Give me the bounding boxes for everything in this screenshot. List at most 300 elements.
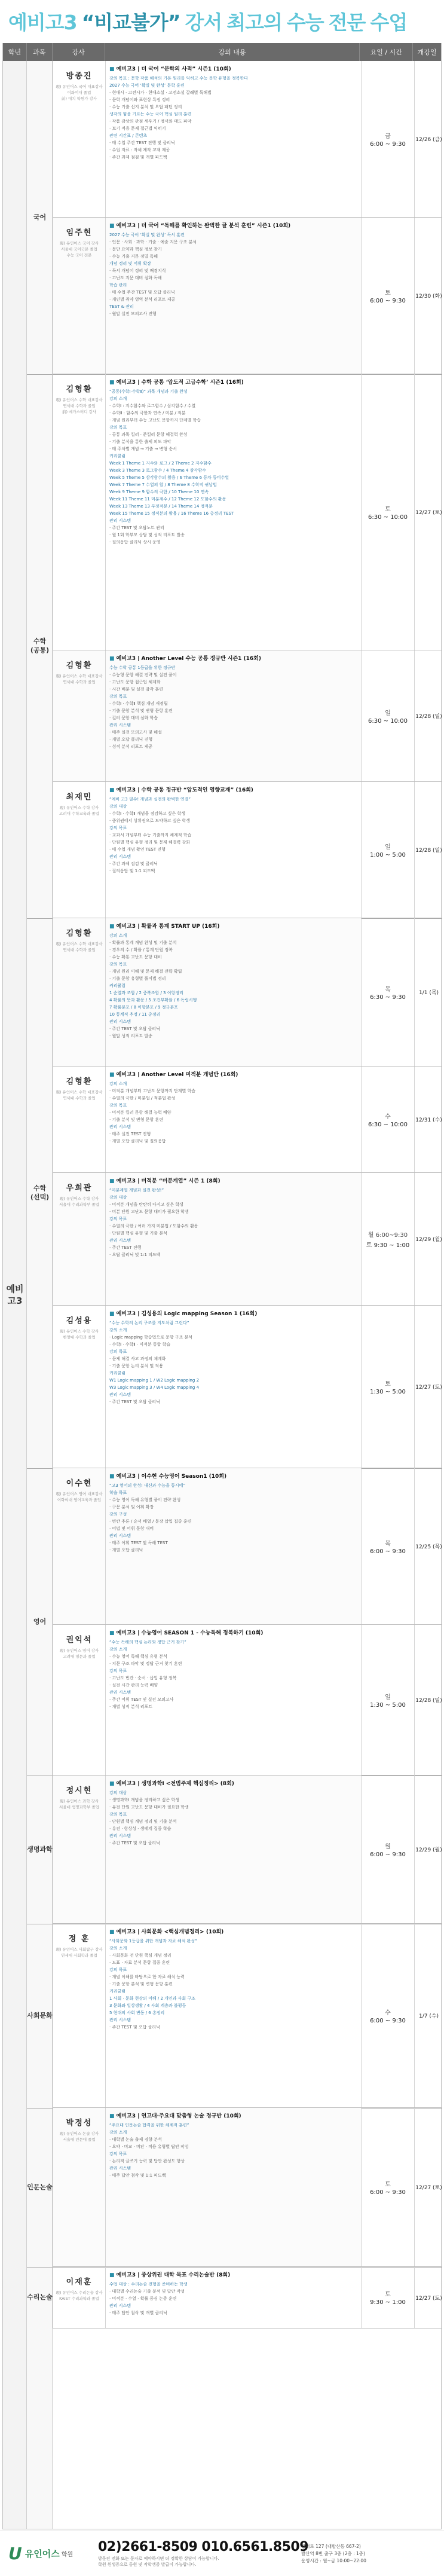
course-detail-line: · 매주 실전 TEST 진행 <box>109 1132 151 1136</box>
course-detail-line: · 공통 과목 킬러 · 준킬러 문항 해결력 완성 <box>109 432 188 437</box>
course-detail-line: 강의 목표 <box>109 962 127 967</box>
teacher-profile: 現) 유인어스 국어 대표강사 이화여대 졸업 前) 대치 학원가 강사 <box>56 84 103 101</box>
schedule-cell <box>362 782 415 918</box>
course-detail-line: 강의 목표 <box>109 1669 127 1673</box>
course-detail-line: 강의 소개 <box>109 1647 127 1652</box>
teacher-name: 정 훈 <box>68 1935 90 1944</box>
course-detail-line: 관리 시스템 <box>109 518 131 523</box>
course-detail-line: W1 Logic mapping 1 / W2 Logic mapping 2 <box>109 1378 200 1383</box>
header-word: 예비고3 <box>8 10 77 34</box>
class-day: 토 <box>385 289 391 297</box>
course-detail-line: 생각의 힘을 기르는 수능 국어 핵심 원리 훈련 <box>109 112 192 117</box>
course-detail-line: · 개별 성적 분석 리포트 <box>109 1704 152 1709</box>
course-detail-line: 강의 구성 <box>109 1512 127 1517</box>
teacher-profile: 現) 유인어스 논술 강사 서울대 인문대 졸업 <box>59 2131 99 2142</box>
course-detail-line: · 고난도 빈칸 · 순서 · 삽입 유형 정복 <box>109 1676 177 1680</box>
course-detail-line: Week 15 Theme 15 정적분의 활용 / 16 Theme 16 총정리 TEST <box>109 511 234 516</box>
course-detail-line: · 수능 기출 지문 정밀 독해 <box>109 254 158 259</box>
course-detail-line: 강의 목표 <box>109 826 127 830</box>
course-detail-line: 관리 시스템 <box>109 1690 131 1695</box>
schedule-cell <box>362 1625 415 1775</box>
course-detail-line: · 매주 어휘 TEST 및 독해 TEST <box>109 1541 168 1545</box>
course-detail-line: 관리 시스템 <box>109 854 131 859</box>
class-time: 6:00 ~ 9:30 <box>370 2189 406 2196</box>
course-detail-line: · 매주 답안 첨삭 및 개별 클리닉 <box>109 2311 167 2315</box>
course-detail-line: · 주간 과제 점검 및 개별 피드백 <box>109 155 167 160</box>
course-detail-line: · 월말 실전 모의고사 진행 <box>109 311 157 316</box>
course-detail-line: · 기출 분석을 통한 출제 의도 파악 <box>109 439 172 444</box>
course-detail-line: 강의 대상 <box>109 1790 127 1795</box>
schedule-cell <box>362 1924 415 2107</box>
course-detail-line: · 매주 실전 모의고사 및 해설 <box>109 730 162 735</box>
header-word: “비교불가” <box>81 10 180 34</box>
class-day: 토 <box>385 1380 391 1388</box>
course-detail-line: 학습 관리 <box>109 283 127 288</box>
opening-date: 12/27 (토) <box>415 2295 442 2302</box>
course-content <box>106 650 362 781</box>
course-detail-line: 2027 수능 국어 ‘확실 및 완성’ 문학 훈련 <box>109 83 185 88</box>
teacher-cell <box>53 61 106 217</box>
schedule-table <box>2 43 442 2529</box>
class-time: 6:00 ~ 9:30 <box>370 140 406 148</box>
course-detail-line: 관리 시스템 <box>109 2166 131 2171</box>
teacher-name: 박정성 <box>66 2119 93 2128</box>
course-detail-line: 4 확률의 뜻과 활용 / 5 조건부확률 / 6 독립시행 <box>109 998 197 1003</box>
schedule-cell <box>362 918 415 1066</box>
schedule-cell <box>362 1306 415 1468</box>
teacher-name: 최재민 <box>66 793 93 802</box>
course-detail-line: · 기출 문항 분석 및 변형 문항 훈련 <box>109 708 173 713</box>
opening-date: 12/27 (토) <box>415 2185 442 2191</box>
course-detail-line: · 미분 단원 고난도 문항 대비가 필요한 학생 <box>109 1209 189 1214</box>
schedule-cell <box>362 374 415 650</box>
class-time: 6:00 ~ 9:30 <box>370 1548 406 1555</box>
course-row <box>53 2108 442 2267</box>
teacher-profile: 現) 유인어스 수학 강사 한양대 수학과 졸업 <box>59 1329 99 1340</box>
course-detail-line: · 사회문화 전 단원 핵심 개념 정리 <box>109 1953 172 1958</box>
opening-date: 12/29 (월) <box>415 1847 442 1853</box>
course-detail-line: · Logic mapping 학습법으로 문항 구조 분석 <box>109 1335 193 1340</box>
course-detail-line: 관리 시스템 <box>109 2303 131 2308</box>
teacher-name: 임주현 <box>66 228 93 237</box>
course-detail-line: · 매 수업 주간 TEST 진행 및 클리닉 <box>109 140 175 145</box>
course-detail-line: · 확률과 통계 개념 완성 및 기출 분석 <box>109 940 177 945</box>
col-teacher-header: 강사 <box>53 43 105 61</box>
teacher-profile: 現) 유인어스 국어 강사 서울대 국어국문 졸업 수능 국어 전문 <box>59 241 99 258</box>
class-day: 일 <box>385 1694 391 1701</box>
header-word: 수능 <box>286 10 324 34</box>
course-detail-line: 강의 목표 <box>109 1103 127 1108</box>
class-time: 6:00 ~ 9:30 <box>370 297 406 304</box>
teacher-name: 김형환 <box>66 661 93 670</box>
opening-date: 12/28 (일) <box>415 714 442 720</box>
course-detail-line: · 대학별 논술 출제 경향 분석 <box>109 2137 162 2142</box>
course-detail-line: W3 Logic mapping 3 / W4 Logic mapping 4 <box>109 1385 200 1390</box>
logo-mark: U <box>8 2544 22 2563</box>
course-detail-line: · 수열의 극한 / 여러 가지 미분법 / 도함수의 활용 <box>109 1224 198 1229</box>
course-detail-line: 학습 목표 <box>109 1490 127 1495</box>
page-header <box>0 0 444 42</box>
header-word: 수업 <box>370 10 408 34</box>
course-detail-line: · 기출 문항 분석 및 변형 문항 훈련 <box>109 1982 173 1987</box>
course-detail-line: · 개별 오답 클리닉 및 질의응답 <box>109 1139 166 1144</box>
course-detail-line: “사회문화 1등급을 위한 개념과 자료 해석 완성” <box>109 1939 197 1944</box>
teacher-cell <box>53 1067 106 1172</box>
course-detail-line: · 현대시 · 고전시가 · 현대소설 · 고전소설 갈래별 독해법 <box>109 90 212 95</box>
course-detail-line: 강의 목표 : 문학 작품 해석의 기본 원리를 익히고 수능 문학 유형을 정복한다 <box>109 76 248 81</box>
course-content <box>106 1306 362 1468</box>
course-detail-line: · 주간 어휘 TEST 및 실전 모의고사 <box>109 1697 174 1702</box>
teacher-name: 이재훈 <box>66 2278 93 2287</box>
opening-date: 12/28 (일) <box>415 1698 442 1704</box>
course-detail-line: · 고난도 지문 대비 심화 독해 <box>109 276 162 280</box>
course-detail-line: 10 통계적 추정 / 11 총정리 <box>109 1012 161 1017</box>
class-time: 6:00 ~ 9:30 <box>370 1851 406 1858</box>
opening-date: 1/7 (수) <box>418 2013 439 2019</box>
course-detail-line: 커리큘럼 <box>109 1989 126 1994</box>
teacher-cell <box>53 1306 106 1468</box>
course-detail-line: 커리큘럼 <box>109 1371 126 1376</box>
course-detail-line: · 개별 오답 클리닉 진행 <box>109 737 152 742</box>
course-detail-line: · 고난도 문항 접근법 체계화 <box>109 680 161 685</box>
col-content-header: 강의 내용 <box>105 43 360 61</box>
course-detail-line: 강의 소개 <box>109 2130 127 2135</box>
contact-block <box>98 2539 309 2568</box>
course-detail-line: · 유전 단원 고난도 문항 대비가 필요한 학생 <box>109 1805 189 1810</box>
class-day: 수 <box>385 1113 391 1120</box>
course-detail-line: · 미적분 개념을 탄탄히 다지고 싶은 학생 <box>109 1202 183 1207</box>
course-detail-line: · 요약 · 비교 · 비판 · 적용 유형별 답안 작성 <box>109 2144 189 2149</box>
course-content <box>106 2108 362 2266</box>
class-time: 6:30 ~ 10:00 <box>368 717 408 725</box>
opening-date: 12/30 (화) <box>415 294 442 300</box>
course-detail-line: · 개념 이해를 바탕으로 한 자료 해석 능력 <box>109 1975 185 1979</box>
course-detail-line: 2027 수능 국어 ‘확실 및 완성’ 독서 훈련 <box>109 233 185 237</box>
course-detail-line: · 주간 TEST 및 오답 클리닉 <box>109 1399 160 1404</box>
course-detail-line: 강의 목표 <box>109 1967 127 1972</box>
academy-logo <box>8 2544 98 2563</box>
visit-notice: 방문전 전화 또는 문자로 예약하시면 더 정확한 상담이 가능합니다. 학원 원생증으로 등원 및 작학생증 발급이 가능합니다. <box>98 2556 219 2567</box>
course-detail-line: · 단원별 핵심 개념 정리 및 기출 분석 <box>109 1819 177 1824</box>
teacher-cell <box>53 782 106 918</box>
teacher-cell <box>53 1776 106 1923</box>
teacher-cell <box>53 2267 106 2328</box>
schedule-cell <box>362 1468 415 1624</box>
course-title: ■ 예비고3 | 확률과 통계 START UP (16회) <box>109 922 357 930</box>
teacher-name: 김형환 <box>66 385 93 394</box>
course-detail-line: · 논리적 글쓰기 능력 및 답안 완성도 향상 <box>109 2159 185 2164</box>
course-detail-line: · 단원별 핵심 유형 및 기출 분석 <box>109 1231 167 1236</box>
course-row <box>53 1306 442 1468</box>
teacher-profile: 現) 유인어스 수학 대표강사 연세대 수학과 졸업 <box>56 674 103 685</box>
course-row <box>53 61 442 218</box>
opening-date: 12/26 (금) <box>415 137 442 143</box>
course-row <box>53 374 442 650</box>
course-detail-line: · 실전 시간 관리 능력 배양 <box>109 1683 158 1688</box>
course-detail-line: · 교과서 개념부터 수능 기출까지 체계적 학습 <box>109 833 192 838</box>
course-detail-line: · 매 수업 개념 확인 TEST 진행 <box>109 847 166 852</box>
class-day: 토 <box>385 2181 391 2188</box>
course-title: ■ 예비고3 | 수학 공통 ‘압도적 고급수학’ 시즌1 (16회) <box>109 378 357 386</box>
course-title: ■ 예비고3 | 더 국어 “문학의 사적” 시즌1 (10회) <box>109 65 357 72</box>
course-detail-line: Week 5 Theme 5 삼각함수의 활용 / 6 Theme 6 등차 등비수열 <box>109 475 229 480</box>
schedule-cell <box>362 1776 415 1923</box>
course-detail-line: · 개별 오답 클리닉 <box>109 1548 143 1553</box>
teacher-profile: 現) 유인어스 과학 강사 서울대 생명과학부 졸업 <box>59 1799 99 1810</box>
course-detail-line: · 수열의 극한 / 미분법 / 적분법 완성 <box>109 1096 176 1101</box>
course-detail-line: 커리큘럼 <box>109 983 126 988</box>
course-detail-line: 1 사회 · 문화 현상의 이해 / 2 개인과 사회 구조 <box>109 1996 195 2001</box>
course-detail-line: 5 현대의 사회 변동 / 6 총정리 <box>109 2010 165 2015</box>
course-detail-line: 관련 시간표 / 콘텐츠 <box>109 133 148 138</box>
course-row <box>53 1625 442 1776</box>
course-detail-line: · 성적 분석 리포트 제공 <box>109 744 152 749</box>
course-detail-line: · 질의응답 클리닉 상시 운영 <box>109 540 161 545</box>
course-detail-line: 강의 대상 <box>109 804 127 809</box>
course-title: ■ 예비고3 | 수학 공통 정규반 “압도적인 영향교재” (16회) <box>109 786 357 793</box>
course-title: ■ 예비고3 | 사회문화 <핵심개념정리> (10회) <box>109 1927 357 1935</box>
teacher-profile: 現) 유인어스 수학 대표강사 연세대 수학과 졸업 <box>56 1090 103 1101</box>
course-title: ■ 예비고3 | Another Level 미적분 개념반 (16회) <box>109 1070 357 1078</box>
course-detail-line: · 문학 개념어와 표현상 특징 정리 <box>109 97 170 102</box>
course-row <box>53 918 442 1067</box>
subject-label: 수학 (선택) <box>30 1184 50 1201</box>
course-detail-line: · 수학Ⅰ · 수학Ⅱ · 미적분 통합 학습 <box>109 1342 171 1347</box>
course-detail-line: · 주간 과제 점검 및 클리닉 <box>109 861 158 866</box>
teacher-profile: 現) 유인어스 영어 강사 고려대 영문과 졸업 <box>59 1648 99 1659</box>
grade-label: 예비 고3 <box>6 1283 24 1306</box>
class-day: 일 <box>385 844 391 851</box>
course-title: ■ 예비고3 | 중상위권 대학 목표 수리논술반 (8회) <box>109 2271 357 2278</box>
course-detail-line: 강의 목표 <box>109 694 127 699</box>
course-content <box>106 918 362 1066</box>
teacher-profile: 現) 유인어스 수학 대표강사 연세대 수학과 졸업 <box>56 942 103 952</box>
course-detail-line: 개념 정리 및 어휘 확장 <box>109 261 151 266</box>
course-detail-line: 강의 대상 <box>109 1195 127 1200</box>
opening-date: 1/1 (목) <box>418 990 439 996</box>
table-header <box>3 43 441 61</box>
address-block: 강서로 127 (내발산동 667-2) 발산역 8번 출구 3층 (2층 : 1층) 운영시간 : 월~금 10:00~22:00 <box>301 2543 366 2563</box>
teacher-profile: 現) 유인어스 수학 강사 고려대 수학교육과 졸업 <box>59 805 99 816</box>
col-opening-header: 개강일 <box>417 48 437 56</box>
course-detail-line: 강의 소개 <box>109 396 127 401</box>
opening-date: 12/25 (목) <box>415 1544 442 1550</box>
course-detail-line: Week 3 Theme 3 로그함수 / 4 Theme 4 삼각함수 <box>109 468 206 473</box>
course-detail-line: Week 1 Theme 1 지수와 로그 / 2 Theme 2 지수함수 <box>109 461 212 466</box>
course-detail-line: · 수학Ⅰ · 수학Ⅱ 개념을 점검하고 싶은 학생 <box>109 811 185 816</box>
class-time: 1:00 ~ 5:00 <box>370 851 406 858</box>
schedule-cell <box>362 2108 415 2266</box>
teacher-cell <box>53 1173 106 1305</box>
class-day: 금 <box>385 133 391 140</box>
subject-label: 사회문화 <box>27 2011 53 2019</box>
course-detail-line: 수능 수학 공통 1등급을 위한 정규반 <box>109 665 176 670</box>
teacher-name: 이수현 <box>66 1479 93 1488</box>
course-content <box>106 2267 362 2328</box>
course-detail-line: · 주간 TEST 진행 <box>109 1245 142 1250</box>
course-content <box>106 1924 362 2107</box>
course-detail-line: · 오답 클리닉 및 1:1 피드백 <box>109 1252 161 1257</box>
course-content <box>106 218 362 374</box>
col-grade-header: 학년 <box>3 43 27 61</box>
course-content <box>106 782 362 918</box>
opening-date: 12/27 (토) <box>415 1385 442 1391</box>
teacher-profile: 現) 유인어스 수리논술 강사 KAIST 수리과학과 졸업 <box>56 2290 103 2301</box>
course-detail-line: “수능 수학의 논리 구조를 지도처럼 그린다” <box>109 1321 189 1325</box>
course-row <box>53 1067 442 1173</box>
subject-label: 수학 (공통) <box>30 637 50 654</box>
course-detail-line: 관리 시스템 <box>109 1124 131 1129</box>
course-detail-line: · 매주 답안 첨삭 및 1:1 피드백 <box>109 2173 166 2178</box>
schedule-cell <box>362 1067 415 1172</box>
course-detail-line: 관리 시스템 <box>109 1019 131 1024</box>
course-content <box>106 61 362 217</box>
class-time: 9:30 ~ 1:00 <box>370 2299 406 2306</box>
course-detail-line: · 보기 적용 문제 접근법 익히기 <box>109 126 166 131</box>
teacher-name: 방종진 <box>66 72 93 81</box>
course-content <box>106 1776 362 1923</box>
class-day: 목 <box>385 986 391 993</box>
schedule-cell <box>362 61 415 217</box>
course-content <box>106 1468 362 1624</box>
course-detail-line: · 생명과학Ⅰ 개념을 정리하고 싶은 학생 <box>109 1798 179 1802</box>
course-row <box>53 1776 442 1924</box>
class-day: 일 <box>385 710 391 717</box>
course-detail-line: “예비 고3 필수! 개념과 실전의 완벽한 연결” <box>109 797 191 802</box>
col-schedule-header: 요일 / 시간 <box>360 43 413 61</box>
academy-footer <box>0 2531 444 2576</box>
course-row <box>53 782 442 918</box>
class-time: 6:30 ~ 10:00 <box>368 1121 408 1128</box>
course-detail-line: “공통(수학Ⅰ·수학Ⅱ)” 과목 개념과 기출 완성 <box>109 389 188 394</box>
course-row <box>53 2267 442 2329</box>
course-content <box>106 1625 362 1775</box>
course-detail-line: · 독서 개념어 정리 및 배경지식 <box>109 268 166 273</box>
teacher-cell <box>53 218 106 374</box>
course-detail-line: · 개인별 취약 영역 분석 리포트 제공 <box>109 297 176 302</box>
teacher-name: 김형환 <box>66 929 93 938</box>
course-detail-line: · 킬러 문항 대비 심화 학습 <box>109 716 158 720</box>
course-title: ■ 예비고3 | 수능영어 SEASON 1 - 수능독해 정복하기 (10회) <box>109 1628 357 1636</box>
opening-date: 12/29 (월) <box>415 1237 442 1243</box>
course-detail-line: 강의 목표 <box>109 1812 127 1817</box>
class-time: 토 9:30 ~ 1:00 <box>366 1242 410 1249</box>
course-row <box>53 1173 442 1306</box>
teacher-profile: 現) 유인어스 영어 대표강사 이화여대 영어교육과 졸업 <box>56 1492 103 1502</box>
course-detail-line: · 어법 및 어휘 문항 대비 <box>109 1526 154 1531</box>
course-detail-line: · 수능 확통 고난도 문항 대비 <box>109 955 162 959</box>
course-detail-line: TEST & 관리 <box>109 304 134 309</box>
course-title: ■ 예비고3 | Another Level 수능 공통 정규반 시즌1 (16회) <box>109 654 357 662</box>
subject-label: 인문논술 <box>27 2183 53 2191</box>
teacher-name: 김성용 <box>66 1316 93 1325</box>
course-detail-line: · 수학Ⅰ · 수학Ⅱ 핵심 개념 재정립 <box>109 701 168 706</box>
course-detail-line: Week 13 Theme 13 부정적분 / 14 Theme 14 정적분 <box>109 504 213 509</box>
course-detail-line: · 문제 해결 사고 과정의 체계화 <box>109 1356 166 1361</box>
course-detail-line: 관리 시스템 <box>109 723 131 728</box>
course-detail-line: · 기출 분석 및 변형 문항 훈련 <box>109 1117 163 1122</box>
opening-date: 12/27 (토) <box>415 510 442 516</box>
course-detail-line: · 월 1회 학부모 상담 및 성적 리포트 발송 <box>109 533 185 537</box>
course-detail-line: “고3 영어의 완성! 내신과 수능을 동시에” <box>109 1483 186 1488</box>
course-title: ■ 예비고3 | 김성용의 Logic mapping Season 1 (16회) <box>109 1309 357 1317</box>
course-detail-line: · 기출 문항 유형별 풀이법 정리 <box>109 976 166 981</box>
course-row <box>53 650 442 782</box>
course-detail-line: · 미적분 · 수열 · 확률 중심 논증 훈련 <box>109 2296 177 2301</box>
course-detail-line: · 주간 TEST 및 오답노트 관리 <box>109 525 164 530</box>
course-detail-line: 강의 목표 <box>109 425 127 430</box>
teacher-cell <box>53 374 106 650</box>
class-time: 6:00 ~ 9:30 <box>370 2017 406 2024</box>
course-detail-line: · 인문 · 사회 · 과학 · 기술 · 예술 지문 구조 분석 <box>109 240 197 245</box>
course-detail-line: 1 순열과 조합 / 2 중복조합 / 3 이항정리 <box>109 991 183 995</box>
course-detail-line: · 구문 분석 및 어휘 확장 <box>109 1505 154 1509</box>
schedule-cell <box>362 2267 415 2328</box>
course-title: ■ 예비고3 | 연고대·주요대 맞춤형 논술 정규반 (10회) <box>109 2111 357 2119</box>
subject-label: 국어 <box>33 213 47 221</box>
course-detail-line: · 매 주차별 개념 → 기출 → 변형 순서 <box>109 447 177 451</box>
teacher-profile: 現) 유인어스 수학 강사 서울대 수리과학부 졸업 <box>59 1196 99 1207</box>
course-detail-line: · 매 수업 주간 TEST 및 오답 클리닉 <box>109 290 175 295</box>
header-word: 최고의 <box>226 10 282 34</box>
course-detail-line: 강의 소개 <box>109 1946 127 1951</box>
course-title: ■ 예비고3 | 미적분 “미분계열” 시즌 1 (8회) <box>109 1177 357 1184</box>
course-content <box>106 374 362 650</box>
subject-label: 생명과학 <box>27 1845 53 1853</box>
course-detail-line: · 개념 원리부터 수능 고난도 문항까지 단계별 학습 <box>109 418 201 423</box>
course-detail-line: Week 7 Theme 7 수열의 합 / 8 Theme 8 수학적 귀납법 <box>109 482 217 487</box>
course-detail-line: · 수능 기출 선지 분석 및 오답 패턴 정리 <box>109 105 182 109</box>
phone-numbers[interactable]: 02)2661-8509 010.6561.8509 <box>98 2539 309 2554</box>
teacher-name: 김형환 <box>66 1077 93 1086</box>
course-detail-line: · 주간 TEST 및 오답 클리닉 <box>109 2025 160 2030</box>
course-detail-line: · 지문 구조 파악 및 정답 근거 찾기 훈련 <box>109 1661 182 1666</box>
course-detail-line: 관리 시스템 <box>109 2018 131 2022</box>
course-detail-line: · 단원별 핵심 유형 정리 및 문제 해결력 강화 <box>109 840 190 845</box>
course-detail-line: · 수능 영어 독해 유형별 풀이 전략 완성 <box>109 1498 181 1502</box>
teacher-cell <box>53 1924 106 2107</box>
course-detail-line: · 월말 성적 리포트 발송 <box>109 1034 152 1038</box>
course-detail-line: 관리 시스템 <box>109 1834 131 1838</box>
class-time: 1:30 ~ 5:00 <box>370 1388 406 1395</box>
course-row <box>53 218 442 374</box>
course-title: ■ 예비고3 | 더 국어 “독해를 확인하는 완벽한 글 분석 훈련” 시즌1 (10회) <box>109 221 357 229</box>
class-time: 6:30 ~ 10:00 <box>368 514 408 521</box>
course-detail-line: 3 문화와 일상생활 / 4 사회 계층과 불평등 <box>109 2003 186 2008</box>
course-detail-line: · 경우의 수 / 확률 / 통계 단원 정복 <box>109 948 173 952</box>
teacher-name: 정시현 <box>66 1786 93 1795</box>
teacher-cell <box>53 1625 106 1775</box>
course-detail-line: · 미적분 개념부터 고난도 문항까지 단계별 학습 <box>109 1089 196 1093</box>
subject-label: 영어 <box>33 1617 47 1625</box>
course-detail-line: 관리 시스템 <box>109 1533 131 1538</box>
class-day: 토 <box>385 2291 391 2298</box>
class-time: 6:30 ~ 9:30 <box>370 994 406 1001</box>
course-detail-line: · 질의응답 및 1:1 피드백 <box>109 869 155 873</box>
class-day: 수 <box>385 2009 391 2016</box>
course-content <box>106 1067 362 1172</box>
schedule-cell <box>362 1173 415 1305</box>
teacher-cell <box>53 650 106 781</box>
course-detail-line: 관리 시스템 <box>109 1238 131 1243</box>
course-detail-line: · 문단 요약과 핵심 정보 찾기 <box>109 247 162 252</box>
teacher-name: 권익석 <box>66 1636 93 1645</box>
class-day: 토 <box>385 506 391 513</box>
course-detail-line: · 도표 · 자료 분석 문항 집중 훈련 <box>109 1960 170 1965</box>
course-detail-line: “미분계열 개념과 실전 완성!” <box>109 1188 164 1193</box>
course-detail-line: 수업 대상 : 수리논술 전형을 준비하는 학생 <box>109 2282 188 2287</box>
course-detail-line: · 기출 문항 논리 분석 및 적용 <box>109 1364 163 1368</box>
